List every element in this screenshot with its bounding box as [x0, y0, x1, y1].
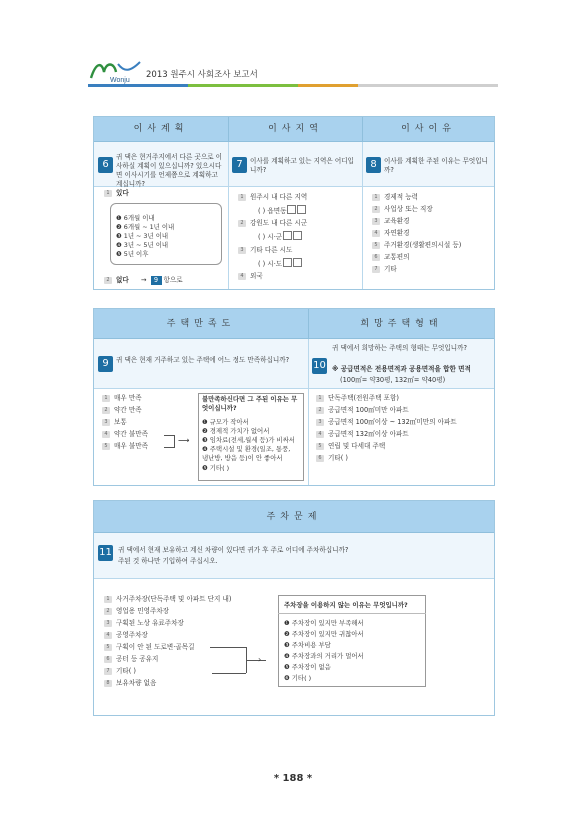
parking-option-6[interactable]: 6 공터 등 공유지	[104, 655, 158, 664]
header-parking: 주차문제	[94, 501, 494, 533]
question-number-8: 8	[366, 157, 381, 173]
option-no[interactable]: 2 없다 → 9 항으로	[104, 276, 183, 285]
region-fill-3[interactable]: ( ) 시·도	[258, 258, 302, 269]
reason-option-3[interactable]: 3 교육환경	[372, 217, 409, 226]
region-fill-1[interactable]: ( ) 읍면동	[258, 205, 306, 216]
question-number-7: 7	[232, 157, 247, 173]
region-option-1[interactable]: 1 원주시 내 다른 지역	[238, 193, 307, 202]
question-9-text: 귀 댁은 현재 거주하고 있는 주택에 어느 정도 만족하십니까?	[116, 356, 290, 364]
region-fill-2[interactable]: ( ) 시·군	[258, 231, 302, 242]
dissatisfaction-reason-5[interactable]: ❺ 기타( )	[202, 464, 230, 472]
header-housing-satisfaction: 주택만족도	[94, 309, 308, 339]
parking-option-5[interactable]: 5 구획이 안 된 도로변·골목길	[104, 643, 194, 652]
arrow-icon: ⟶	[178, 436, 190, 445]
question-8-text: 이사를 계획한 주된 이유는 무엇입니까?	[384, 157, 488, 174]
section-moving-plans	[93, 116, 495, 290]
question-number-6: 6	[98, 157, 113, 173]
satisfaction-option-2[interactable]: 2 약간 만족	[102, 406, 142, 415]
arrow-icon: ›	[258, 655, 262, 664]
timing-option-5[interactable]: ❺ 5년 이후	[116, 250, 149, 258]
question-row	[94, 533, 494, 579]
question-7-text: 이사를 계획하고 있는 지역은 어디입니까?	[250, 157, 354, 174]
timing-option-2[interactable]: ❷ 6개월 ~ 1년 이내	[116, 223, 175, 231]
timing-option-4[interactable]: ❹ 3년 ~ 5년 이내	[116, 241, 169, 249]
wonju-logo	[88, 58, 144, 84]
section-parking	[93, 500, 495, 716]
housing-option-5[interactable]: 5 연립 및 다세대 주택	[316, 442, 385, 451]
housing-option-2[interactable]: 2 공급면적 100㎡미만 아파트	[316, 406, 409, 415]
parking-option-3[interactable]: 3 구획된 노상 유료주차장	[104, 619, 184, 628]
parking-option-1[interactable]: 1 사거주차장(단독주택 및 아파트 단지 내)	[104, 595, 231, 604]
reason-option-6[interactable]: 6 교통편의	[372, 253, 409, 262]
parking-reason-4[interactable]: ❹ 주차장과의 거리가 멀어서	[284, 652, 364, 660]
reason-option-2[interactable]: 2 사업상 또는 직장	[372, 205, 433, 214]
question-6-text: 귀 댁은 현거주지에서 다른 곳으로 이사하실 계획이 있으십니까? 있으시다면 이사시기를 언제쯤으로 계획하고 계십니까?	[116, 153, 223, 188]
header-moving-plan: 이사계획	[94, 117, 228, 142]
svg-text:Wonju: Wonju	[110, 77, 130, 84]
housing-option-1[interactable]: 1 단독주택(전원주택 포함)	[316, 394, 399, 403]
satisfaction-option-3[interactable]: 3 보통	[102, 418, 127, 427]
parking-reason-6[interactable]: ❻ 기타( )	[284, 674, 312, 682]
housing-option-4[interactable]: 4 공급면적 132㎡이상 아파트	[316, 430, 409, 439]
reason-option-1[interactable]: 1 경제적 능력	[372, 193, 418, 202]
area-note-conversion: (100㎡= 약30평, 132㎡= 약40평)	[340, 376, 446, 384]
parking-reason-3[interactable]: ❸ 주차비용 부담	[284, 641, 331, 649]
parking-option-7[interactable]: 7 기타( )	[104, 667, 136, 676]
header-desired-housing: 희망주택형태	[308, 309, 494, 339]
dissatisfaction-reason-3[interactable]: ❸ 임차료(전세,월세 등)가 비싸서	[202, 436, 295, 444]
housing-option-3[interactable]: 3 공급면적 100㎡이상 ~ 132㎡미만의 아파트	[316, 418, 457, 427]
reason-option-7[interactable]: 7 기타	[372, 265, 397, 274]
header-moving-region: 이사지역	[228, 117, 362, 142]
section-housing	[93, 308, 495, 486]
timing-option-1[interactable]: ❶ 6개월 이내	[116, 214, 155, 222]
area-note: ※ 공급면적은 전용면적과 공용면적을 합한 면적	[332, 365, 471, 373]
parking-option-4[interactable]: 4 공영주차장	[104, 631, 148, 640]
parking-reason-title: 주차장을 이용하지 않는 이유는 무엇입니까?	[284, 601, 408, 609]
parking-reason-5[interactable]: ❺ 주차장이 없음	[284, 663, 331, 671]
satisfaction-option-5[interactable]: 5 매우 불만족	[102, 442, 148, 451]
question-11-text: 귀 댁에서 현재 보유하고 계신 차량이 있다면 귀가 후 주로 어디에 주차하십니까?	[118, 546, 349, 554]
timing-option-3[interactable]: ❸ 1년 ~ 3년 이내	[116, 232, 169, 240]
dissatisfaction-title: 불만족하신다면 그 주된 이유는 무엇이십니까?	[202, 395, 298, 412]
option-yes[interactable]: 1 있다	[104, 189, 129, 198]
question-number-10: 10	[312, 358, 327, 374]
question-number-9: 9	[98, 356, 113, 372]
dissatisfaction-reason-4-cont: 냉난방, 방음 등)이 안 좋아서	[202, 454, 283, 462]
skip-question-number: 9	[151, 276, 162, 285]
page-number: * 188 *	[273, 773, 313, 784]
housing-option-6[interactable]: 6 기타( )	[316, 454, 348, 463]
reason-option-5[interactable]: 5 주거환경(생활편의시설 등)	[372, 241, 461, 250]
header-moving-reason: 이사이유	[362, 117, 494, 142]
parking-reason-2[interactable]: ❷ 주차장이 있지만 귀찮아서	[284, 630, 364, 638]
parking-reason-1[interactable]: ❶ 주차장이 있지만 부족해서	[284, 619, 364, 627]
dissatisfaction-reason-2[interactable]: ❷ 경제적 가치가 없어서	[202, 427, 270, 435]
dissatisfaction-reason-1[interactable]: ❶ 규모가 작아서	[202, 418, 249, 426]
question-11-instruction: 주된 것 하나만 기입하여 주십시오.	[118, 557, 218, 565]
question-10-text: 귀 댁에서 희망하는 주택의 형태는 무엇입니까?	[332, 344, 468, 352]
satisfaction-option-4[interactable]: 4 약간 불만족	[102, 430, 148, 439]
satisfaction-option-1[interactable]: 1 매우 만족	[102, 394, 142, 403]
region-option-4[interactable]: 4 외국	[238, 272, 263, 281]
region-option-2[interactable]: 2 강원도 내 다른 시군	[238, 219, 307, 228]
region-option-3[interactable]: 3 기타 다른 시도	[238, 246, 292, 255]
question-number-11: 11	[98, 545, 113, 561]
header-rule	[88, 84, 498, 87]
report-title: 2013 원주시 사회조사 보고서	[146, 70, 258, 80]
dissatisfaction-reason-4[interactable]: ❹ 주택시설 및 환경(일조, 통풍,	[202, 445, 291, 453]
arrow-icon: →	[140, 276, 147, 284]
reason-option-4[interactable]: 4 자연환경	[372, 229, 409, 238]
parking-option-8[interactable]: 8 보유차량 없음	[104, 679, 156, 688]
parking-option-2[interactable]: 2 영업용 민영주차장	[104, 607, 169, 616]
